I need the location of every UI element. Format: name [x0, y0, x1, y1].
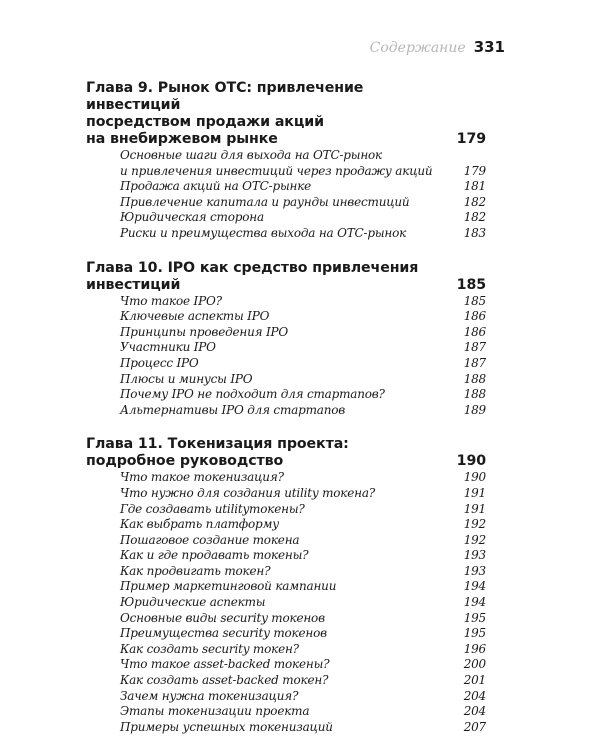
page-number: 331 — [473, 38, 505, 56]
toc-entry-page: 201 — [463, 673, 486, 688]
toc-entry-text: Где создавать utilityтокены? — [120, 501, 305, 516]
toc-entry-text: Примеры успешных токенизаций — [120, 719, 333, 734]
toc-entry-page: 179 — [463, 163, 486, 178]
toc-entry-page: 193 — [463, 563, 486, 578]
toc-entry-text: Плюсы и минусы IPO — [120, 371, 253, 386]
toc-entry-page: 181 — [463, 179, 486, 194]
toc-entry-text: Что такое токенизация? — [120, 470, 284, 485]
toc-entry-page: 188 — [463, 387, 486, 402]
toc-entry-page: 192 — [463, 517, 486, 532]
chapter-9 — [86, 80, 486, 242]
toc-entry — [120, 372, 486, 388]
toc-entry-text: Альтернативы IPO для стартапов — [120, 402, 346, 417]
toc-entry-text: Что нужно для создания utility токена? — [120, 485, 376, 500]
running-header — [370, 38, 505, 58]
toc-entry — [120, 356, 486, 372]
toc-entry-text: Почему IPO не подходит для стартапов? — [120, 387, 385, 402]
toc-entry-text: Как создать asset-backed токен? — [120, 673, 329, 688]
toc-entry-text: Участники IPO — [120, 340, 216, 355]
toc-entry — [120, 340, 486, 356]
toc-entry — [120, 210, 486, 226]
toc-entry-page: 182 — [463, 194, 486, 209]
toc-entry-text: Что такое asset-backed токены? — [120, 657, 330, 672]
toc-entry-page: 190 — [463, 470, 486, 485]
toc-entry-page: 186 — [463, 324, 486, 339]
toc-entry — [120, 564, 486, 580]
chapter-page-number: 179 — [456, 131, 486, 147]
toc-entry-page: 195 — [463, 626, 486, 641]
toc-entry — [120, 195, 486, 211]
toc-entry — [120, 470, 486, 486]
toc-entry-text: Что такое IPO? — [120, 293, 222, 308]
running-title: Содержание — [369, 40, 466, 56]
toc-entry-text: Основные шаги для выхода на ОТС-рынок и привлечения инвестиций через продажу акций — [120, 148, 433, 178]
toc-entry-page: 188 — [463, 371, 486, 386]
toc-entry-text: Риски и преимущества выхода на ОТС-рынок — [120, 225, 407, 240]
toc-entry — [120, 689, 486, 705]
toc-entry-page: 182 — [463, 210, 486, 225]
toc-entry — [120, 595, 486, 611]
toc-entry-page: 204 — [463, 688, 486, 703]
toc-entry — [120, 403, 486, 419]
chapter-title — [86, 80, 486, 148]
toc-entry-text: Основные виды security токенов — [120, 610, 325, 625]
toc-entry-text: Как и где продавать токены? — [120, 548, 309, 563]
chapter-10 — [86, 260, 486, 419]
toc-entry-page: 183 — [463, 225, 486, 240]
toc-entry-text: Продажа акций на ОТС-рынке — [120, 179, 312, 194]
chapter-title — [86, 260, 486, 294]
toc-entry-text: Пошаговое создание токена — [120, 532, 300, 547]
chapter-entries — [86, 470, 486, 735]
toc-entry-text: Этапы токенизации проекта — [120, 704, 310, 719]
chapter-title-text: Глава 10. IPO как средство привлечения инвестиций — [86, 259, 419, 293]
toc-entry — [120, 642, 486, 658]
chapter-title-text: Глава 9. Рынок ОТС: привлечение инвестиций посредством продажи акций на внебиржевом рынке — [86, 80, 364, 147]
toc-entry-page: 193 — [463, 548, 486, 563]
toc-entry — [120, 387, 486, 403]
toc-entry-page: 194 — [463, 579, 486, 594]
toc-entry-page: 186 — [463, 309, 486, 324]
toc-entry — [120, 704, 486, 720]
chapter-title — [86, 436, 486, 470]
toc-entry — [120, 673, 486, 689]
toc-entry-page: 187 — [463, 340, 486, 355]
toc-entry-text: Юридическая сторона — [120, 210, 264, 225]
chapter-page-number: 190 — [456, 453, 486, 470]
toc-entry-text: Пример маркетинговой кампании — [120, 579, 337, 594]
table-of-contents — [86, 80, 486, 753]
toc-entry — [120, 517, 486, 533]
toc-entry-page: 207 — [463, 719, 486, 734]
toc-entry — [120, 626, 486, 642]
toc-entry — [120, 533, 486, 549]
toc-entry — [120, 657, 486, 673]
toc-entry-text: Зачем нужна токенизация? — [120, 688, 299, 703]
toc-entry — [120, 309, 486, 325]
chapter-entries — [86, 294, 486, 419]
toc-entry — [120, 148, 486, 179]
toc-entry — [120, 611, 486, 627]
toc-entry-text: Ключевые аспекты IPO — [120, 309, 270, 324]
toc-entry-page: 189 — [463, 402, 486, 417]
toc-entry — [120, 720, 486, 736]
toc-entry-page: 191 — [463, 501, 486, 516]
toc-entry — [120, 325, 486, 341]
toc-entry-page: 195 — [463, 610, 486, 625]
toc-entry — [120, 226, 486, 242]
chapter-page-number: 185 — [456, 276, 486, 293]
toc-entry — [120, 548, 486, 564]
toc-entry-page: 200 — [463, 657, 486, 672]
chapter-11 — [86, 436, 486, 735]
toc-entry — [120, 579, 486, 595]
toc-entry-text: Как продвигать токен? — [120, 563, 271, 578]
toc-entry-page: 196 — [463, 641, 486, 656]
chapter-title-text: Глава 11. Токенизация проекта: подробное руководство — [86, 436, 349, 470]
toc-entry-text: Юридические аспекты — [120, 595, 266, 610]
toc-entry-text: Как создать security токен? — [120, 641, 299, 656]
toc-entry-text: Принципы проведения IPO — [120, 324, 289, 339]
toc-entry-text: Процесс IPO — [120, 355, 199, 370]
toc-entry — [120, 294, 486, 310]
toc-entry-page: 204 — [463, 704, 486, 719]
chapter-entries — [86, 148, 486, 242]
toc-entry-text: Как выбрать платформу — [120, 517, 279, 532]
toc-entry-page: 191 — [463, 485, 486, 500]
toc-entry — [120, 486, 486, 502]
toc-entry — [120, 502, 486, 518]
toc-entry-text: Преимущества security токенов — [120, 626, 327, 641]
toc-entry-page: 192 — [463, 532, 486, 547]
toc-entry-page: 185 — [463, 293, 486, 308]
toc-entry-text: Привлечение капитала и раунды инвестиций — [120, 194, 410, 209]
toc-entry-page: 187 — [463, 355, 486, 370]
toc-entry — [120, 179, 486, 195]
toc-entry-page: 194 — [463, 595, 486, 610]
